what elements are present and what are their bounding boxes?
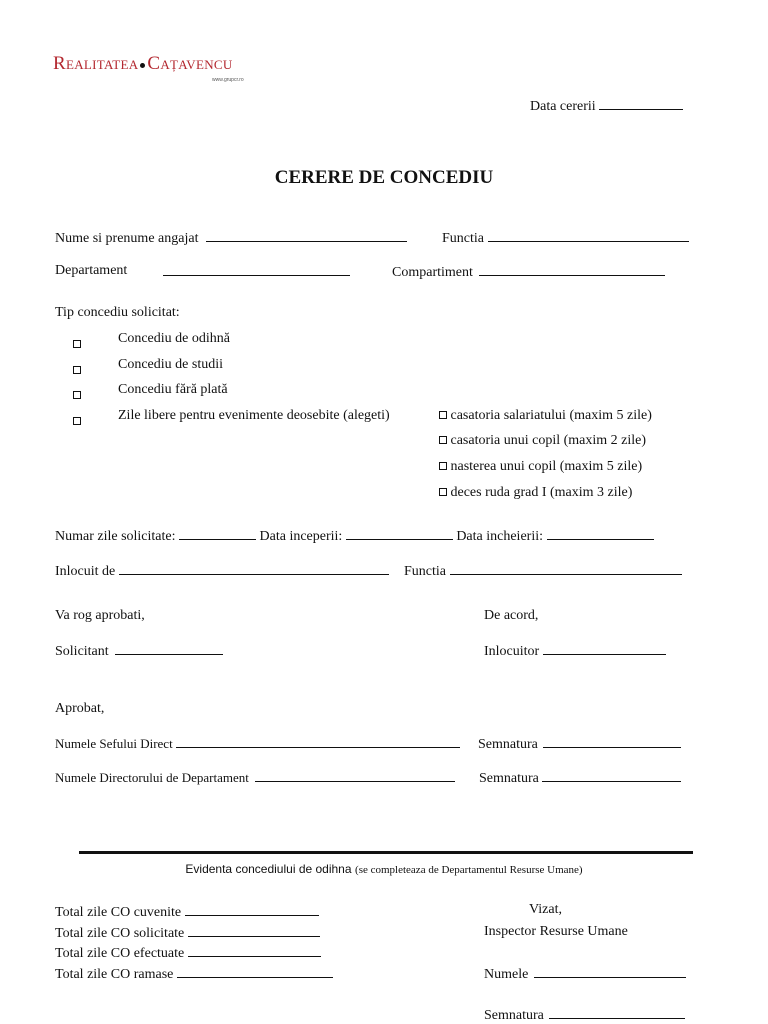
start-date-field[interactable] <box>346 527 453 540</box>
manager-signature-row <box>478 735 681 753</box>
director-signature-row <box>479 769 681 787</box>
replacer-label: Inlocuitor <box>484 644 540 659</box>
co-taken-row <box>55 944 321 962</box>
end-date-field[interactable] <box>547 527 654 540</box>
hr-name-row <box>484 965 686 983</box>
option-special-label: Zile libere pentru evenimente deosebite (alegeti) <box>118 408 390 423</box>
vizat-text: Vizat, <box>529 902 562 917</box>
request-date-row <box>530 97 683 115</box>
replacement-function-label: Functia <box>404 564 446 579</box>
director-label: Numele Directorului de Departament <box>55 770 249 785</box>
applicant-row <box>55 642 223 660</box>
replacer-row <box>484 642 666 660</box>
function-label: Functia <box>442 231 484 246</box>
checkbox-study[interactable] <box>73 361 81 379</box>
director-signature-field[interactable] <box>542 769 681 782</box>
hr-heading-text: Evidenta concediului de odihna <box>185 862 352 876</box>
hr-name-field[interactable] <box>534 965 686 978</box>
option-unpaid-label: Concediu fără plată <box>118 382 228 397</box>
inspector-text: Inspector Resurse Umane <box>484 924 628 939</box>
director-field[interactable] <box>255 769 455 782</box>
hr-signature-label: Semnatura <box>484 1008 544 1023</box>
co-remaining-field[interactable] <box>177 965 333 978</box>
checkbox-event-1[interactable] <box>439 411 447 419</box>
manager-row <box>55 735 460 753</box>
replacement-row <box>55 562 389 580</box>
manager-label: Numele Sefului Direct <box>55 736 173 751</box>
start-date-label: Data inceperii: <box>259 529 343 544</box>
hr-heading <box>0 861 768 878</box>
co-requested-label: Total zile CO solicitate <box>55 926 185 941</box>
end-date-label: Data incheierii: <box>456 529 543 544</box>
days-requested-field[interactable] <box>179 527 256 540</box>
hr-heading-note: (se completeaza de Departamentul Resurse Umane) <box>355 864 583 876</box>
special-event-3[interactable] <box>439 459 642 475</box>
manager-signature-label: Semnatura <box>478 737 538 752</box>
special-event-4-label: deces ruda grad I (maxim 3 zile) <box>450 485 633 500</box>
request-date-field[interactable] <box>599 97 683 110</box>
employee-name-field[interactable] <box>206 229 407 242</box>
co-due-label: Total zile CO cuvenite <box>55 905 182 920</box>
replacement-function-field[interactable] <box>450 562 682 575</box>
checkbox-unpaid[interactable] <box>73 386 81 404</box>
co-remaining-row <box>55 965 333 983</box>
logo-subtitle: www.grupcr.ro <box>212 77 244 83</box>
logo-dot-icon <box>140 63 145 68</box>
option-annual-label: Concediu de odihnă <box>118 331 230 346</box>
company-logo <box>53 53 233 75</box>
function-row <box>442 229 689 247</box>
logo-text-1: Realitatea <box>53 53 139 74</box>
checkbox-event-2[interactable] <box>439 436 447 444</box>
section-field[interactable] <box>479 263 665 276</box>
leave-type-heading: Tip concediu solicitat: <box>55 305 180 320</box>
please-approve-text: Va rog aprobati, <box>55 608 145 623</box>
co-taken-label: Total zile CO efectuate <box>55 946 185 961</box>
function-field[interactable] <box>488 229 689 242</box>
manager-signature-field[interactable] <box>543 735 681 748</box>
special-event-3-label: nasterea unui copil (maxim 5 zile) <box>450 459 643 474</box>
page-title: CERERE DE CONCEDIU <box>274 167 494 188</box>
co-taken-field[interactable] <box>188 944 321 957</box>
checkbox-annual[interactable] <box>73 335 81 353</box>
replaced-by-field[interactable] <box>119 562 389 575</box>
checkbox-event-3[interactable] <box>439 462 447 470</box>
special-event-1[interactable] <box>439 408 652 424</box>
section-label: Compartiment <box>392 265 473 280</box>
director-row <box>55 769 455 787</box>
checkbox-event-4[interactable] <box>439 488 447 496</box>
section-row <box>392 263 665 281</box>
co-requested-field[interactable] <box>188 924 320 937</box>
applicant-field[interactable] <box>115 642 223 655</box>
co-due-row <box>55 903 319 921</box>
replaced-by-label: Inlocuit de <box>55 564 116 579</box>
director-signature-label: Semnatura <box>479 771 539 786</box>
co-remaining-label: Total zile CO ramase <box>55 967 174 982</box>
special-event-1-label: casatoria salariatului (maxim 5 zile) <box>450 408 652 423</box>
request-date-label: Data cererii <box>530 99 596 114</box>
special-event-2-label: casatoria unui copil (maxim 2 zile) <box>450 433 647 448</box>
department-field[interactable] <box>163 263 350 276</box>
logo-text-2: Cațavencu <box>147 53 233 74</box>
special-event-4[interactable] <box>439 485 632 501</box>
agree-text: De acord, <box>484 608 539 623</box>
employee-name-row <box>55 229 407 247</box>
co-due-field[interactable] <box>185 903 319 916</box>
option-study-label: Concediu de studii <box>118 357 223 372</box>
dates-row <box>55 527 654 545</box>
checkbox-special[interactable] <box>73 412 81 430</box>
approved-text: Aprobat, <box>55 701 105 716</box>
replacement-function-row <box>404 562 682 580</box>
applicant-label: Solicitant <box>55 644 109 659</box>
manager-field[interactable] <box>176 735 460 748</box>
department-row <box>163 263 350 281</box>
employee-name-label: Nume si prenume angajat <box>55 231 199 246</box>
hr-signature-row <box>484 1006 685 1024</box>
co-requested-row <box>55 924 320 942</box>
section-divider <box>79 851 693 854</box>
department-label: Departament <box>55 263 128 278</box>
replacer-field[interactable] <box>543 642 666 655</box>
hr-signature-field[interactable] <box>549 1006 685 1019</box>
hr-name-label: Numele <box>484 967 529 982</box>
days-requested-label: Numar zile solicitate: <box>55 529 176 544</box>
special-event-2[interactable] <box>439 433 646 449</box>
